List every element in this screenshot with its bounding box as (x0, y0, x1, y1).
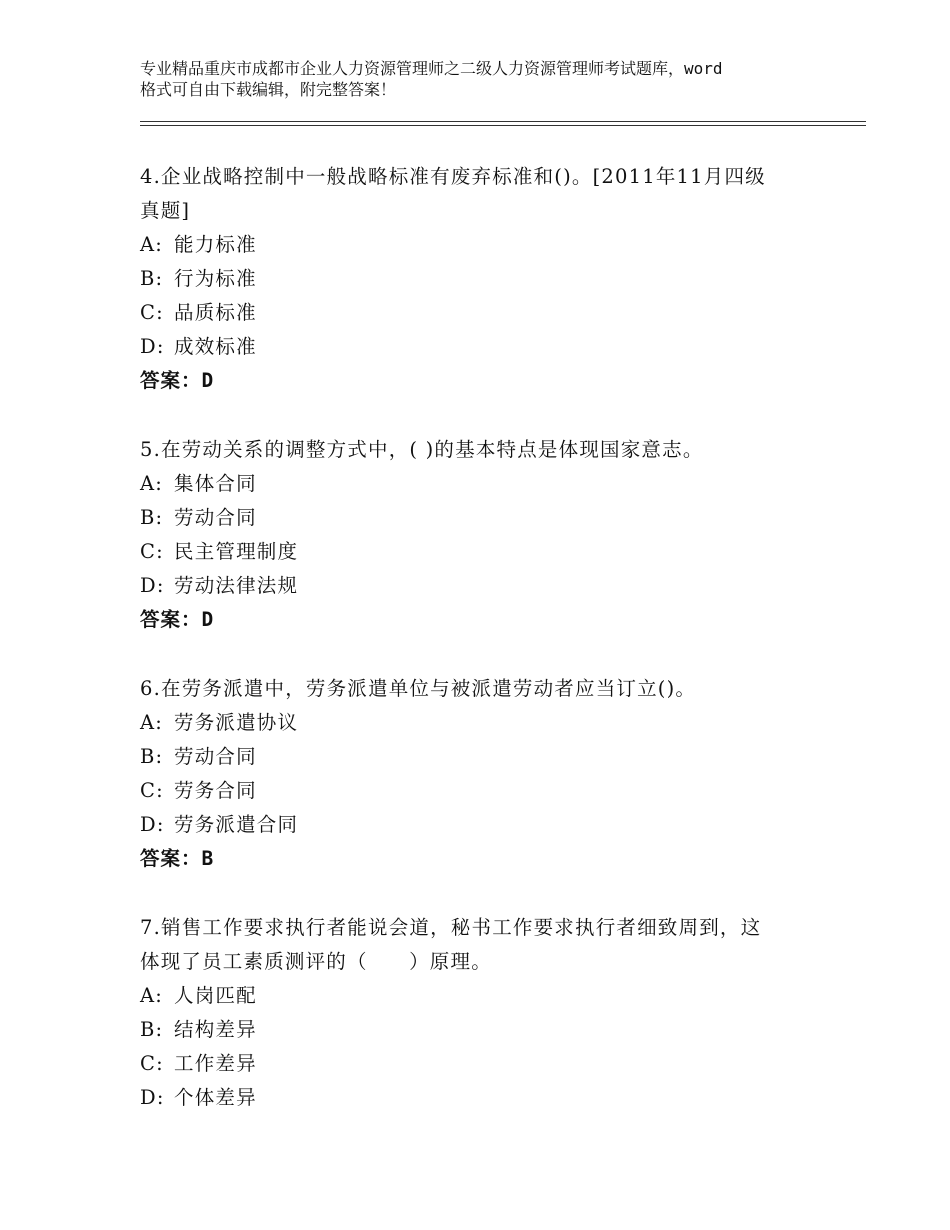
answer-line (140, 842, 840, 876)
option-a (140, 706, 840, 740)
option-text: 品质标准 (174, 301, 257, 324)
header-divider-bottom (140, 125, 866, 126)
option-c (140, 296, 840, 330)
question-6 (140, 672, 840, 876)
option-c (140, 535, 840, 569)
option-text: 劳务派遣协议 (174, 711, 299, 734)
option-text: 结构差异 (174, 1018, 257, 1041)
option-key: C: (140, 301, 164, 324)
question-stem: 5.在劳动关系的调整方式中，( )的基本特点是体现国家意志。 (140, 438, 704, 461)
answer-value: D (201, 608, 215, 631)
option-text: 劳务合同 (174, 779, 257, 802)
option-a (140, 979, 840, 1013)
option-d (140, 1081, 840, 1115)
option-key: A: (140, 984, 164, 1007)
question-stem: 6.在劳务派遣中，劳务派遣单位与被派遣劳动者应当订立()。 (140, 677, 697, 700)
option-key: D: (140, 574, 165, 597)
option-key: D: (140, 335, 165, 358)
option-key: B: (140, 267, 164, 290)
answer-label: 答案： (140, 369, 202, 392)
option-text: 劳务派遣合同 (174, 813, 299, 836)
option-text: 劳动合同 (174, 506, 257, 529)
answer-value: B (201, 847, 215, 870)
option-c (140, 774, 840, 808)
answer-line (140, 364, 840, 398)
question-7 (140, 911, 840, 1115)
option-text: 集体合同 (174, 472, 257, 495)
answer-line (140, 603, 840, 637)
header-divider-top (140, 121, 866, 122)
option-text: 个体差异 (174, 1086, 257, 1109)
document-header (140, 58, 840, 100)
option-text: 劳动法律法规 (174, 574, 299, 597)
option-d (140, 330, 840, 364)
option-key: B: (140, 506, 164, 529)
option-text: 劳动合同 (174, 745, 257, 768)
option-a (140, 467, 840, 501)
option-b (140, 1013, 840, 1047)
question-stem: 7.销售工作要求执行者能说会道，秘书工作要求执行者细致周到，这 (140, 916, 762, 939)
option-key: C: (140, 540, 164, 563)
header-line-2: 格式可自由下载编辑，附完整答案！ (140, 80, 397, 99)
option-text: 行为标准 (174, 267, 257, 290)
question-stem: 真题] (140, 199, 191, 222)
answer-label: 答案： (140, 608, 202, 631)
header-line-1: 专业精品重庆市成都市企业人力资源管理师之二级人力资源管理师考试题库，word (140, 59, 723, 78)
option-key: A: (140, 472, 164, 495)
option-text: 人岗匹配 (174, 984, 257, 1007)
question-stem: 4.企业战略控制中一般战略标准有废弃标准和()。[2011年11月四级 (140, 165, 766, 188)
option-b (140, 262, 840, 296)
option-key: D: (140, 813, 165, 836)
answer-label: 答案： (140, 847, 202, 870)
option-key: B: (140, 745, 164, 768)
option-key: A: (140, 233, 164, 256)
option-b (140, 501, 840, 535)
option-d (140, 569, 840, 603)
option-key: D: (140, 1086, 165, 1109)
option-text: 成效标准 (174, 335, 257, 358)
option-b (140, 740, 840, 774)
option-text: 工作差异 (174, 1052, 257, 1075)
answer-value: D (201, 369, 215, 392)
option-key: A: (140, 711, 164, 734)
option-key: C: (140, 779, 164, 802)
question-4 (140, 160, 840, 398)
option-key: B: (140, 1018, 164, 1041)
option-text: 民主管理制度 (174, 540, 299, 563)
question-5 (140, 433, 840, 637)
option-a (140, 228, 840, 262)
option-c (140, 1047, 840, 1081)
option-key: C: (140, 1052, 164, 1075)
option-d (140, 808, 840, 842)
option-text: 能力标准 (174, 233, 257, 256)
question-stem: 体现了员工素质测评的（ ）原理。 (140, 950, 492, 973)
